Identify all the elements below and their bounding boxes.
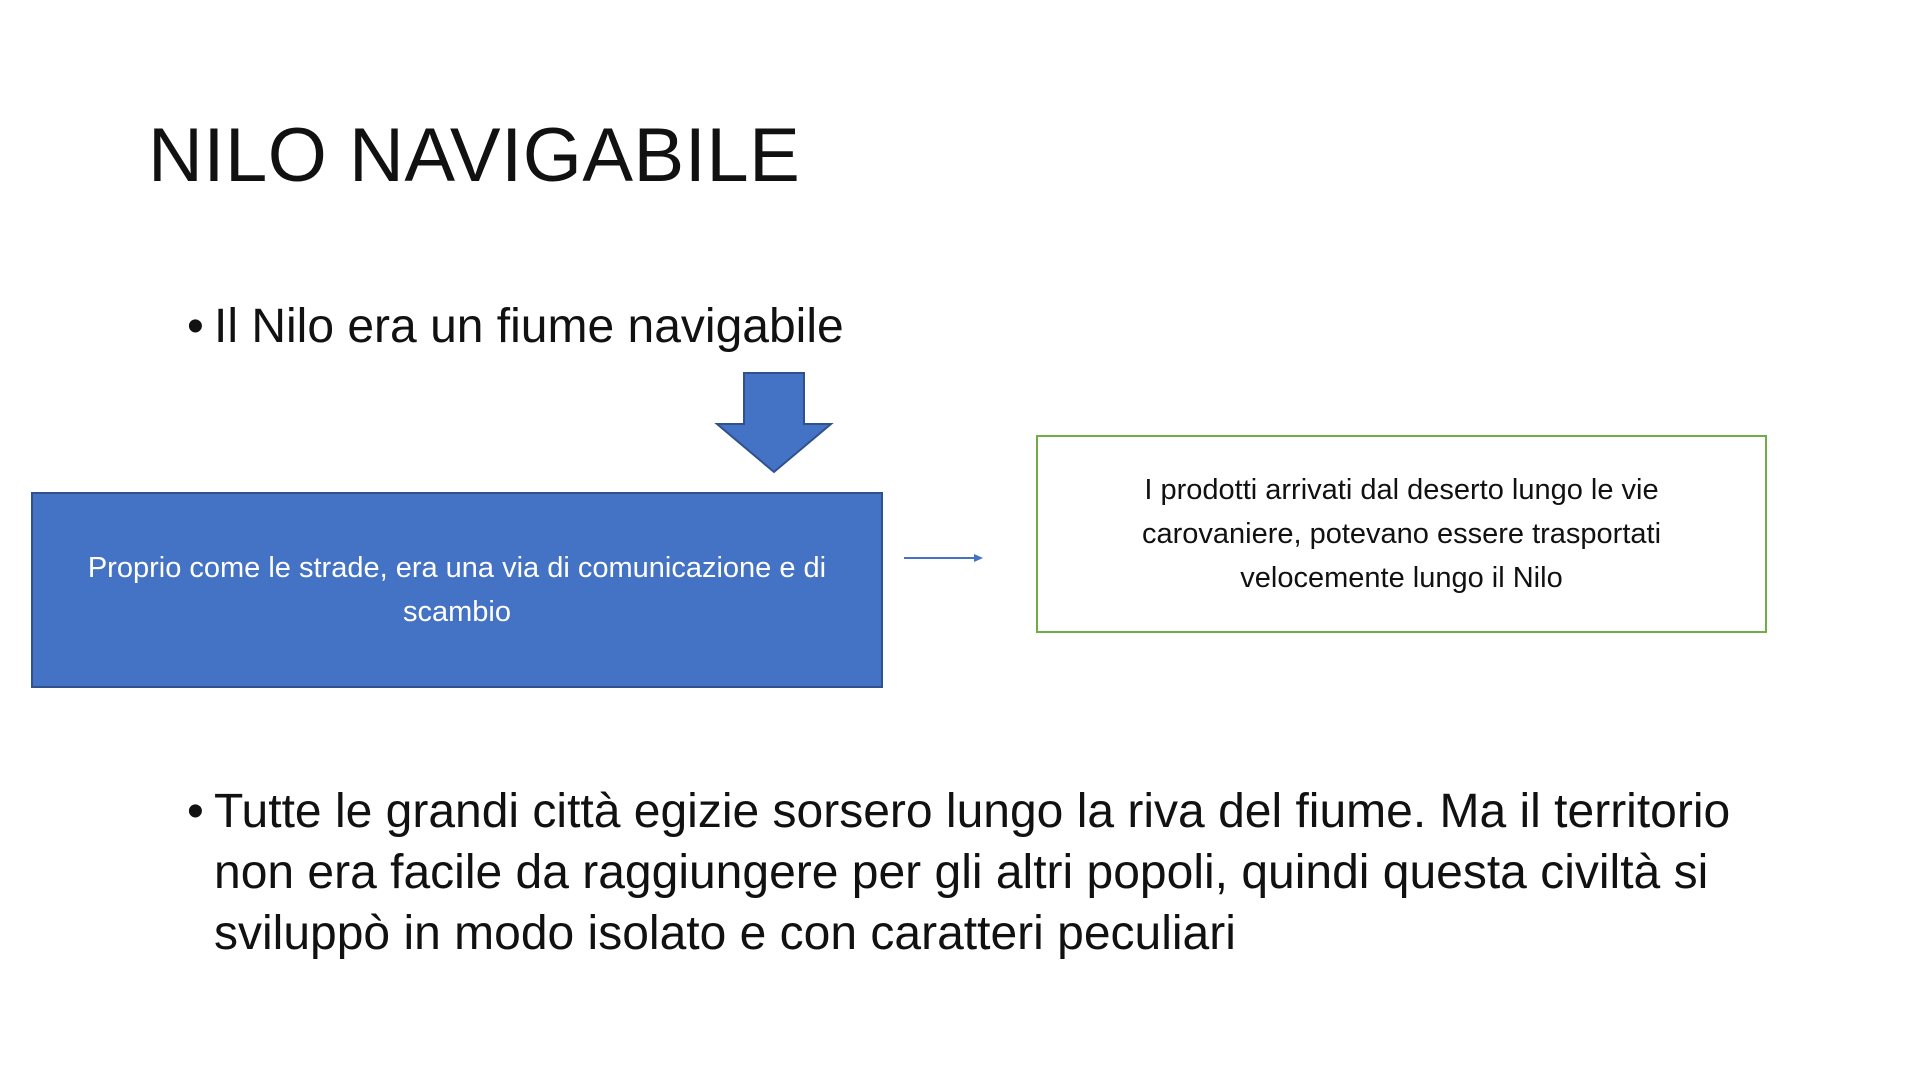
main-concept-box <box>31 492 883 688</box>
detail-text: I prodotti arrivati dal deserto lungo le vie carovaniere, potevano essere trasportati velocemente lungo il Nilo <box>1141 474 1662 594</box>
bullet-item <box>187 296 844 357</box>
bullet-dot: • <box>187 785 204 838</box>
bullet-dot: • <box>187 300 204 353</box>
slide-title: NILO NAVIGABILE <box>148 113 801 198</box>
bullet-text: Tutte le grandi città egizie sorsero lungo la riva del fiume. Ma il territorio non era facile da raggiungere per gli altri popoli, quindi questa civiltà si sviluppò in modo isolato e con caratteri peculiari <box>214 785 1731 960</box>
main-concept-text: Proprio come le strade, era una via di comunicazione e di scambio <box>87 552 827 628</box>
right-arrow-icon <box>904 551 984 565</box>
down-arrow-icon <box>714 372 834 474</box>
bullet-text: Il Nilo era un fiume navigabile <box>214 300 844 353</box>
detail-box <box>1036 435 1767 633</box>
bullet-item <box>187 781 1747 964</box>
